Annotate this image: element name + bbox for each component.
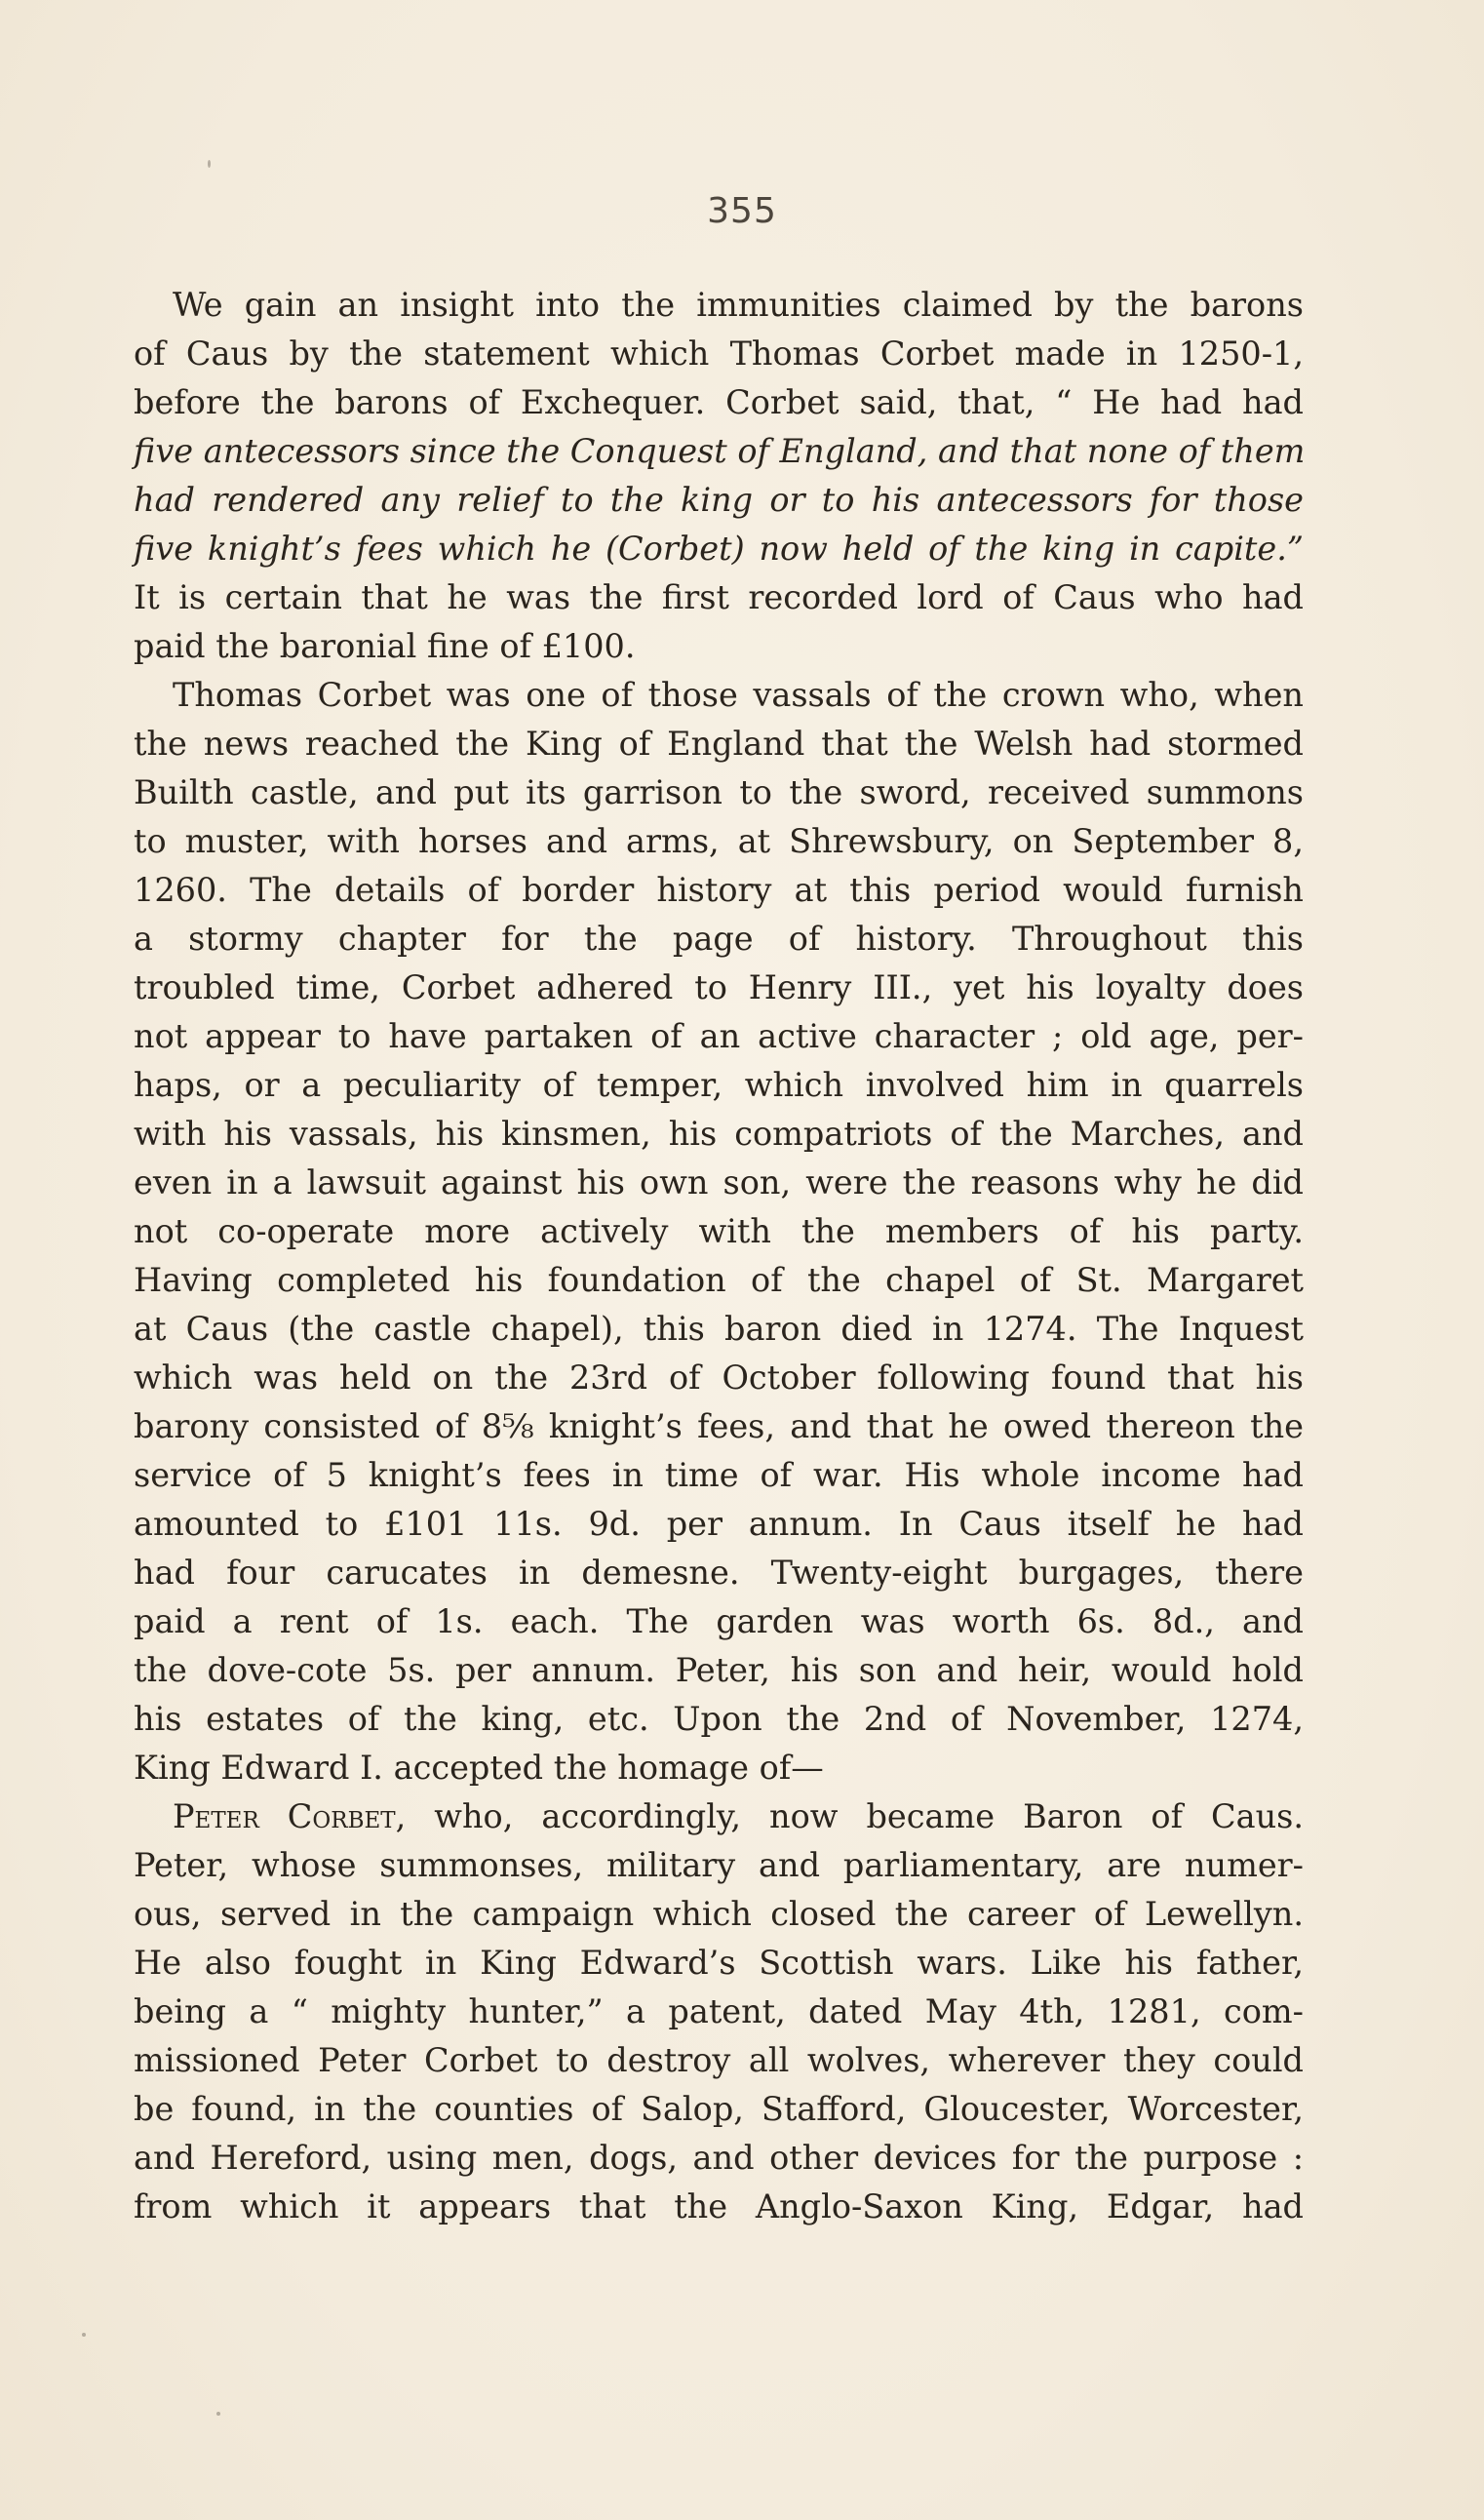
text-line: amounted to £101 11s. 9d. per annum. In Caus itself he had (134, 1505, 1304, 1543)
text-line: his estates of the king, etc. Upon the 2nd of November, 1274, (134, 1700, 1304, 1738)
text-line: the dove-cote 5s. per annum. Peter, his son and heir, would hold (134, 1651, 1304, 1689)
text-line-quote: five antecessors since the Conquest of England, and that none of them (134, 432, 1306, 470)
text-line: paid a rent of 1s. each. The garden was worth 6s. 8d., and (134, 1602, 1304, 1640)
text-line: troubled time, Corbet adhered to Henry III., yet his loyalty does (134, 968, 1304, 1006)
text-line: not co-operate more actively with the members of his party. (134, 1212, 1304, 1250)
page-number: 355 (707, 191, 777, 231)
text-line: at Caus (the castle chapel), this baron died in 1274. The Inquest (134, 1310, 1304, 1348)
text-line: He also fought in King Edward’s Scottish wars. Like his father, (134, 1944, 1304, 1982)
name-peter-corbet: Peter Corbet (173, 1797, 396, 1835)
text-line: King Edward I. accepted the homage of— (134, 1749, 824, 1787)
text-line: Builth castle, and put its garrison to the sword, received summons (134, 773, 1304, 811)
text-line: Having completed his foundation of the chapel of St. Margaret (134, 1261, 1304, 1299)
text-line: had four carucates in demesne. Twenty-eight burgages, there (134, 1554, 1304, 1592)
text-line: from which it appears that the Anglo-Saxon King, Edgar, had (134, 2187, 1304, 2225)
text-span: , who, accordingly, now became Baron of Caus. (395, 1797, 1305, 1835)
text-line: even in a lawsuit against his own son, were the reasons why he did (134, 1163, 1304, 1201)
text-line: which was held on the 23rd of October following found that his (134, 1358, 1304, 1397)
text-line: the news reached the King of England that the Welsh had stormed (134, 725, 1304, 763)
paper-speck (208, 160, 211, 168)
text-line: a stormy chapter for the page of history. Throughout this (134, 920, 1304, 958)
text-line (134, 1792, 1304, 1841)
paper-speck (82, 2333, 86, 2337)
text-line: before the barons of Exchequer. Corbet said, that, “ He had had (134, 383, 1304, 421)
text-line: Thomas Corbet was one of those vassals of the crown who, when (173, 676, 1304, 714)
text-line: be found, in the counties of Salop, Stafford, Gloucester, Worcester, (134, 2090, 1304, 2128)
text-line: being a “ mighty hunter,” a patent, dated May 4th, 1281, com- (134, 1992, 1304, 2030)
body-text (134, 281, 1304, 2231)
text-line: paid the baronial fine of £100. (134, 627, 636, 665)
text-line: not appear to have partaken of an active character ; old age, per- (134, 1017, 1304, 1055)
text-line: We gain an insight into the immunities claimed by the barons (173, 286, 1304, 324)
text-line: 1260. The details of border history at this period would furnish (134, 871, 1304, 909)
text-line-quote: five knight’s fees which he (Corbet) now held of the king in capite.” (134, 530, 1304, 568)
text-line-quote: had rendered any relief to the king or to his antecessors for those (134, 481, 1304, 519)
text-line: ous, served in the campaign which closed the career of Lewellyn. (134, 1895, 1304, 1933)
text-line: to muster, with horses and arms, at Shrewsbury, on September 8, (134, 822, 1304, 860)
text-line: haps, or a peculiarity of temper, which involved him in quarrels (134, 1066, 1304, 1104)
paper-speck (216, 2412, 220, 2416)
text-line: missioned Peter Corbet to destroy all wolves, wherever they could (134, 2041, 1304, 2079)
text-line: of Caus by the statement which Thomas Corbet made in 1250-1, (134, 335, 1304, 373)
text-line: service of 5 knight’s fees in time of war. His whole income had (134, 1456, 1304, 1494)
text-line: with his vassals, his kinsmen, his compatriots of the Marches, and (134, 1115, 1304, 1153)
text-line: barony consisted of 8⅝ knight’s fees, and that he owed thereon the (134, 1407, 1304, 1445)
text-line: It is certain that he was the first recorded lord of Caus who had (134, 578, 1304, 616)
text-line: and Hereford, using men, dogs, and other devices for the purpose : (134, 2139, 1304, 2177)
text-line: Peter, whose summonses, military and parliamentary, are numer- (134, 1846, 1304, 1884)
